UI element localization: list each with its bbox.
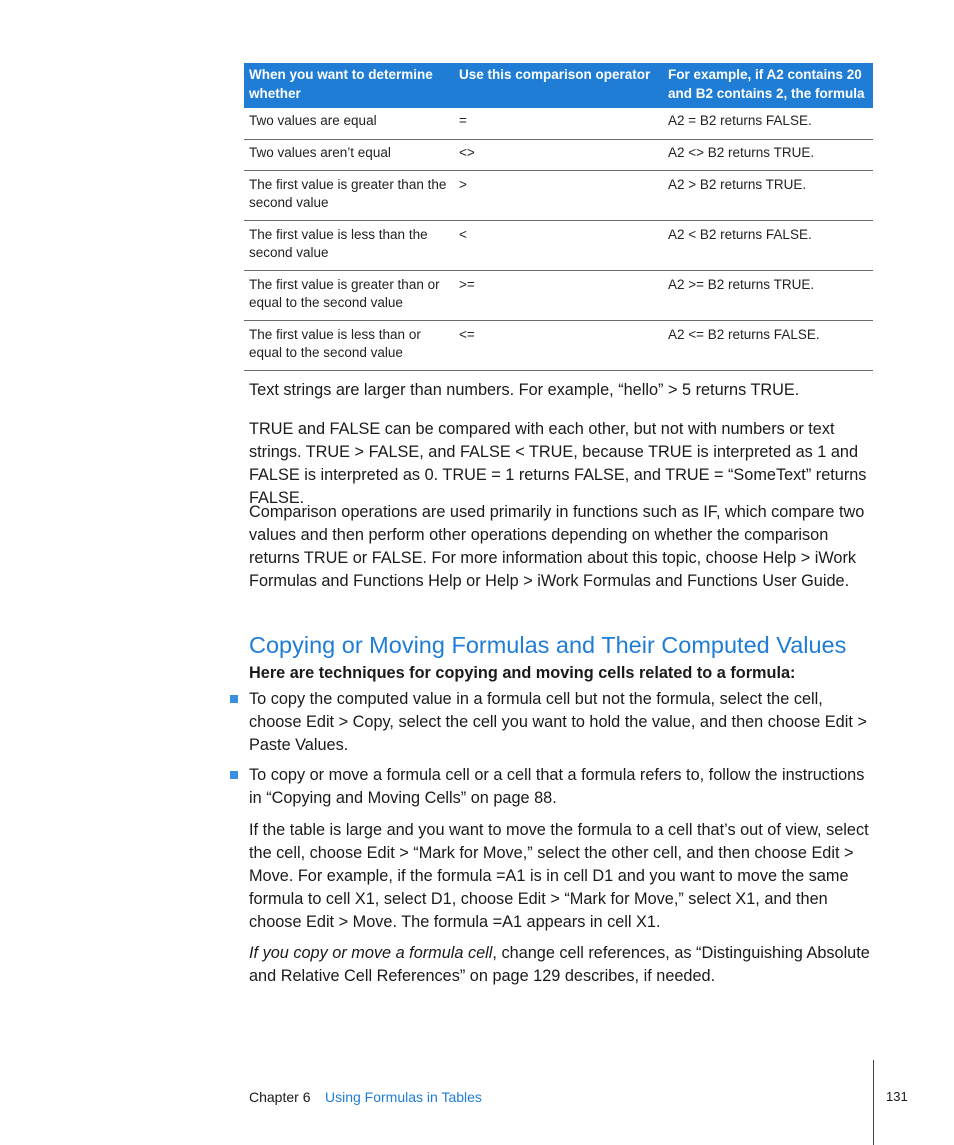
page-number: 131 bbox=[886, 1089, 908, 1104]
header-example: For example, if A2 contains 20 and B2 contains 2, the formula bbox=[663, 63, 873, 108]
footer-divider bbox=[873, 1060, 874, 1145]
table-row bbox=[244, 108, 873, 140]
paragraph-remainder: , change cell references, as “Distinguishing Absolute and Relative Cell References” on page 129 describes, if needed. bbox=[249, 944, 870, 985]
paragraph-true-false: TRUE and FALSE can be compared with each other, but not with numbers or text strings. TRUE > FALSE, and FALSE < TRUE, because TRUE is interpreted as 1 and FALSE is interpreted as 0. TRUE = 1 returns FALSE, and TRUE = “SomeText” returns FALSE. bbox=[249, 420, 867, 507]
cell-example: A2 <> B2 returns TRUE. bbox=[663, 140, 873, 171]
footer-chapter-title: Using Formulas in Tables bbox=[325, 1089, 482, 1105]
bullet-square-icon bbox=[230, 771, 238, 779]
cell-example: A2 = B2 returns FALSE. bbox=[663, 108, 873, 140]
cell-condition: Two values aren’t equal bbox=[244, 140, 454, 171]
section-subheading: Here are techniques for copying and moving cells related to a formula: bbox=[249, 664, 796, 682]
cell-operator: = bbox=[454, 108, 663, 140]
cell-operator: >= bbox=[454, 271, 663, 321]
header-determine: When you want to determine whether bbox=[244, 63, 454, 108]
paragraph-comparison-operations: Comparison operations are used primarily in functions such as IF, which compare two values and then perform other operations depending on whether the comparison returns TRUE or FALSE. For more information about this topic, choose Help > iWork Formulas and Functions Help or Help > iWork Formulas and Functions User Guide. bbox=[249, 503, 865, 590]
table-row bbox=[244, 271, 873, 321]
bullet-square-icon bbox=[230, 695, 238, 703]
cell-condition: The first value is greater than the second value bbox=[244, 171, 454, 221]
table-row bbox=[244, 221, 873, 271]
cell-operator: <= bbox=[454, 321, 663, 371]
cell-example: A2 >= B2 returns TRUE. bbox=[663, 271, 873, 321]
italic-lead-in: If you copy or move a formula cell bbox=[249, 944, 493, 962]
paragraph-text-strings: Text strings are larger than numbers. For example, “hello” > 5 returns TRUE. bbox=[249, 381, 800, 399]
table-row bbox=[244, 321, 873, 371]
cell-operator: < bbox=[454, 221, 663, 271]
table-header-row bbox=[244, 63, 873, 108]
cell-condition: The first value is greater than or equal to the second value bbox=[244, 271, 454, 321]
cell-example: A2 > B2 returns TRUE. bbox=[663, 171, 873, 221]
cell-condition: Two values are equal bbox=[244, 108, 454, 140]
bullet-copy-computed-value: To copy the computed value in a formula cell but not the formula, select the cell, choose Edit > Copy, select the cell you want to hold the value, and then choose Edit > Paste Values. bbox=[249, 690, 867, 754]
cell-operator: <> bbox=[454, 140, 663, 171]
footer-chapter-label: Chapter 6 bbox=[249, 1089, 311, 1105]
header-operator: Use this comparison operator bbox=[454, 63, 663, 108]
section-heading: Copying or Moving Formulas and Their Computed Values bbox=[249, 632, 847, 658]
bullet-copy-or-move-cell: To copy or move a formula cell or a cell that a formula refers to, follow the instructions in “Copying and Moving Cells” on page 88. bbox=[249, 766, 865, 807]
cell-example: A2 <= B2 returns FALSE. bbox=[663, 321, 873, 371]
paragraph-change-references bbox=[249, 942, 877, 988]
cell-condition: The first value is less than the second value bbox=[244, 221, 454, 271]
comparison-operators-table bbox=[244, 63, 873, 371]
paragraph-large-table-move: If the table is large and you want to move the formula to a cell that’s out of view, select the cell, choose Edit > “Mark for Move,” select the other cell, and then choose Edit > Move. For example, if the formula =A1 is in cell D1 and you want to move the same formula to cell X1, select D1, choose Edit > “Mark for Move,” select X1, and then choose Edit > Move. The formula =A1 appears in cell X1. bbox=[249, 821, 869, 931]
cell-condition: The first value is less than or equal to the second value bbox=[244, 321, 454, 371]
table-row bbox=[244, 171, 873, 221]
cell-operator: > bbox=[454, 171, 663, 221]
table-row bbox=[244, 140, 873, 171]
cell-example: A2 < B2 returns FALSE. bbox=[663, 221, 873, 271]
